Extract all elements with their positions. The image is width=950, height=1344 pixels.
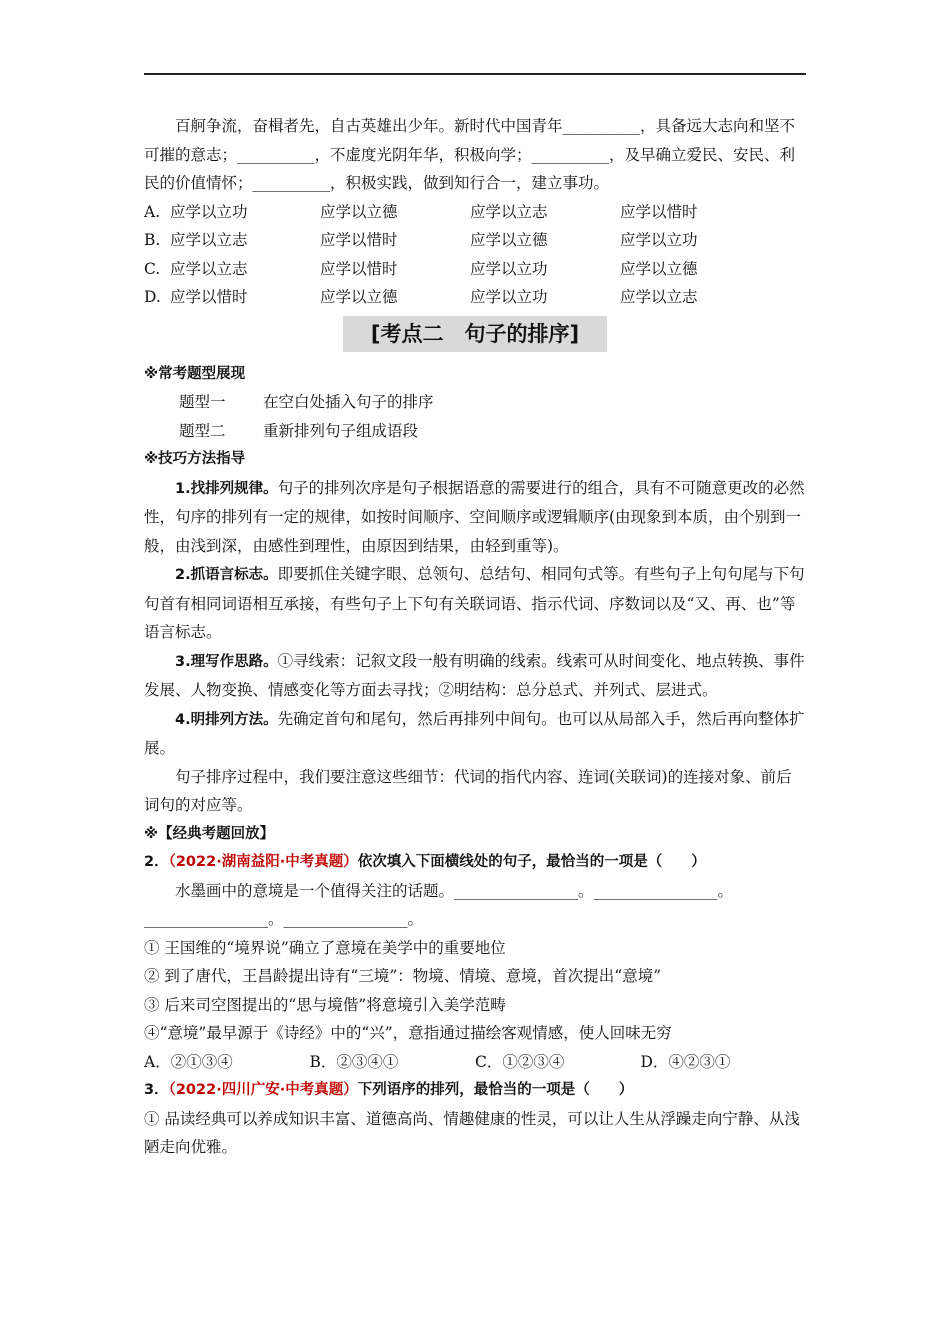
answer-option: D．④②③① [640,1052,731,1071]
option-item: 应学以立德 [620,259,698,278]
option-item: 应学以立志 [470,202,548,221]
type-item [144,388,806,417]
option-item: 应学以立德 [320,202,398,221]
type-label: 题型一 [179,393,226,411]
q1-options [144,198,806,312]
question-3-stem [144,1076,806,1105]
types-heading: ※常考题型展现 [144,365,246,382]
option-item: 应学以惜时 [320,231,398,249]
tip-lead: 3.理写作思路。 [175,653,278,670]
header-rule [144,73,806,75]
classic-heading: ※【经典考题回放】 [144,825,275,842]
question-source: （2022·四川广安·中考真题） [168,1082,358,1098]
option-item: 应学以立德 [470,231,548,249]
tip-text: 即要抓住关键字眼、总领句、总结句、相同句式等。有些句子上句句尾与下句句首有相同词语相互承接，有些句子上下句有关联词语、指示代词、序数词以及“又、再、也”等语言标志。 [144,565,805,641]
option-row-b [144,226,806,255]
question-2-options [144,1048,806,1077]
answer-option: B．②③④① [309,1052,399,1071]
intro-paragraph: 百舸争流，奋楫者先，自古英雄出少年。新时代中国青年__________，具备远大志向和坚不可摧的意志；__________，不虚度光阴年华，积极向学；__________，及早确立爱民、安民、利民的价值情怀；__________，积极实践，做到知行合一，建立事功。 [144,117,796,192]
option-item: 应学以惜时 [320,259,398,278]
type-item [144,417,806,446]
option-label: C. [144,259,161,278]
tip-lead: 2.抓语言标志。 [175,567,278,583]
option-row-c [144,255,806,284]
sentence-item: ② 到了唐代，王昌龄提出诗有“三境”：物境、情境、意境，首次提出“意境” [144,967,662,985]
question-text: 依次填入下面横线处的句子，最恰当的一项是（ ） [357,854,706,870]
sentence-item: ① 品读经典可以养成知识丰富、道德高尚、情趣健康的性灵，可以让人生从浮躁走向宁静、从浅陋走向优雅。 [144,1109,800,1156]
option-item: 应学以立志 [170,231,248,249]
section-title [144,316,806,354]
question-2-passage: 水墨画中的意境是一个值得关注的话题。________________。________________。________________。________________。 [144,881,734,928]
tip-text: 先确定首句和尾句，然后再排列中间句。也可以从局部入手，然后再向整体扩展。 [144,709,805,757]
tip-lead: 1.找排列规律。 [175,480,278,497]
option-item: 应学以立功 [470,288,548,306]
option-item: 应学以惜时 [620,202,698,221]
sentence-item: ④“意境”最早源于《诗经》中的“兴”，意指通过描绘客观情感，使人回味无穷 [144,1024,672,1042]
tip-lead: 4.明排列方法。 [175,711,278,728]
option-item: 应学以立功 [170,202,248,221]
document-body [144,112,806,1162]
option-item: 应学以立功 [620,231,698,249]
type-text: 在空白处插入句子的排序 [263,393,434,411]
question-number: 2． [144,854,169,870]
option-item: 应学以立德 [320,288,398,306]
option-item: 应学以惜时 [170,288,248,306]
answer-option: C．①②③④ [475,1052,565,1071]
option-item: 应学以立志 [620,288,698,306]
answer-option: A．②①③④ [144,1052,233,1071]
sentence-item: ③ 后来司空图提出的“思与境偕”将意境引入美学范畴 [144,995,506,1014]
question-text: 下列语序的排列，最恰当的一项是（ ） [357,1082,634,1098]
tip-paragraph [144,474,806,561]
option-label: D. [144,288,161,306]
tip-paragraph [144,560,806,647]
option-label: A. [144,202,161,221]
type-text: 重新排列句子组成语段 [263,421,419,440]
option-item: 应学以立志 [170,259,248,278]
tips-heading: ※技巧方法指导 [144,451,246,467]
type-label: 题型二 [179,421,226,440]
tip-paragraph [144,647,806,705]
question-source: （2022·湖南益阳·中考真题） [168,854,358,870]
option-row-a [144,198,806,227]
section-title-text: [考点二 句子的排序] [343,316,607,352]
option-row-d [144,283,806,312]
tip-paragraph [144,705,806,763]
sentence-item: ① 王国维的“境界说”确立了意境在美学中的重要地位 [144,938,506,957]
tip-text: ①寻线索：记叙文段一般有明确的线索。线索可从时间变化、地点转换、事件发展、人物变换、情感变化等方面去寻找；②明结构：总分总式、并列式、层进式。 [144,651,805,699]
option-item: 应学以立功 [470,259,548,278]
option-label: B. [144,231,161,249]
question-number: 3． [144,1082,169,1098]
tips-note: 句子排序过程中，我们要注意这些细节：代词的指代内容、连词(关联词)的连接对象、前后词句的对应等。 [144,767,792,814]
tip-text: 句子的排列次序是句子根据语意的需要进行的组合，具有不可随意更改的必然性，句序的排列有一定的规律，如按时间顺序、空间顺序或逻辑顺序(由现象到本质，由个别到一般，由浅到深，由感性到理性，由原因到结果，由轻到重等)。 [144,478,805,555]
question-2-stem [144,848,806,877]
